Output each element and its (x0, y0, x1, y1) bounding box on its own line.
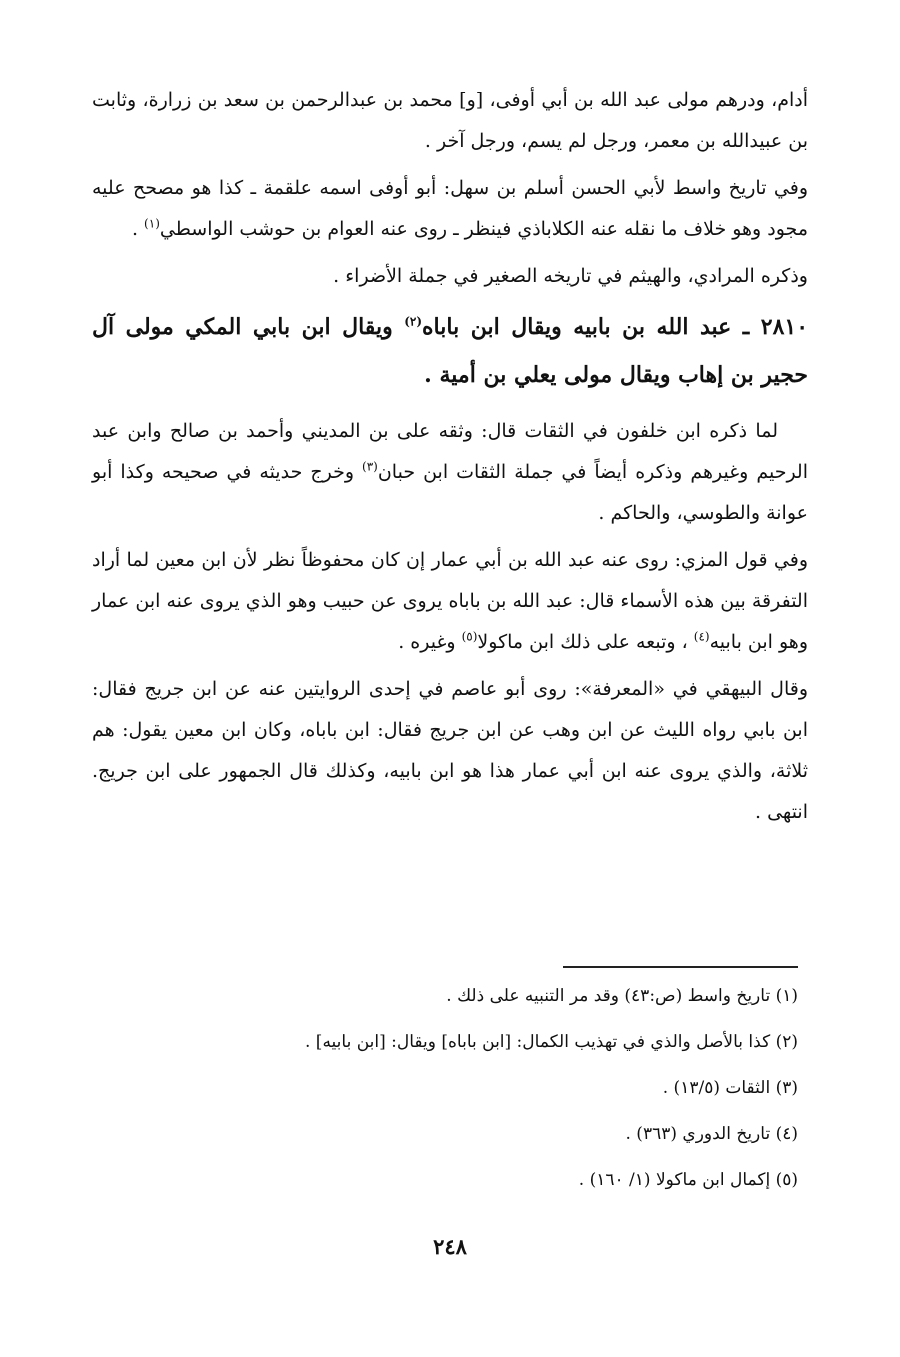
footnote-5: (٥) إكمال ابن ماكولا (١/ ١٦٠) . (578, 1170, 798, 1190)
paragraph-mizzi-tail: وغيره . (398, 631, 462, 653)
paragraph-thiqat-text: لما ذكره ابن خلفون في الثقات قال: وثقه على بن المديني وأحمد بن صالح وابن عبد الرحيم وغيرهم وذكره أيضاً في جملة الثقات ابن حبان (92, 420, 808, 483)
paragraph-mizzi-text: وفي قول المزي: روى عنه عبد الله بن أبي عمار إن كان محفوظاً نظر لأن ابن معين لما أراد التفرقة بين هذه الأسماء قال: عبد الله بن باباه يروى عن حبيب وهو الذي يروى عنه ابن عمار وهو ابن بابيه (92, 549, 808, 653)
footnotes (92, 982, 798, 1212)
paragraph-thiqat (92, 411, 808, 534)
paragraph-bayhaqi: وقال البيهقي في «المعرفة»: روى أبو عاصم في إحدى الروايتين عنه عن ابن جريج فقال: ابن بابي رواه الليث عن ابن وهب عن ابن جريج فقال: ابن باباه، وكان ابن معين يقول: هم ثلاثة، والذي يروى عنه ابن أبي عمار هذا هو ابن بابيه، وكذلك قال الجمهور على ابن جريج. انتهى . (92, 678, 808, 823)
paragraph-wasit (92, 168, 808, 250)
footnote-ref-1: (١) (144, 216, 160, 231)
footnote-ref-3: (٣) (362, 459, 378, 474)
footnote-divider (563, 966, 798, 968)
entry-heading-lead: ٢٨١٠ ـ عبد الله بن بابيه ويقال ابن باباه (422, 314, 809, 340)
entry-heading (92, 303, 808, 399)
footnote-4: (٤) تاريخ الدوري (٣٦٣) . (625, 1124, 798, 1144)
paragraph-wasit-tail: . (131, 218, 145, 240)
paragraph-mizzi-middle: ، وتبعه على ذلك ابن ماكولا (477, 631, 694, 653)
page-number: ٢٤٨ (433, 1234, 467, 1259)
paragraph-wasit-text: وفي تاريخ واسط لأبي الحسن أسلم بن سهل: أبو أوفى اسمه علقمة ـ كذا هو مصحح عليه مجود وهو خلاف ما نقله عنه الكلاباذي فينظر ـ روى عنه العوام بن حوشب الواسطي (92, 177, 808, 240)
main-text (92, 80, 808, 839)
paragraph-mizzi (92, 540, 808, 663)
footnote-ref-4: (٤) (693, 629, 710, 644)
paragraph-thiqat-tail: وخرج حديثه في صحيحه وكذا أبو عوانة والطوسي، والحاكم . (92, 461, 808, 524)
footnote-2: (٢) كذا بالأصل والذي في تهذيب الكمال: [ابن باباه] ويقال: [ابن بابيه] . (305, 1032, 798, 1052)
paragraph-transmitters: أدام، ودرهم مولى عبد الله بن أبي أوفى، [و] محمد بن عبدالرحمن بن سعد بن زرارة، وثابت بن عبيدالله بن معمر، ورجل لم يسم، ورجل آخر . (92, 89, 808, 152)
footnote-ref-2: (٢) (404, 314, 423, 329)
footnote-ref-5: (٥) (461, 629, 478, 644)
paragraph-muradi: وذكره المرادي، والهيثم في تاريخه الصغير في جملة الأضراء . (333, 265, 808, 287)
entry-heading-tail: ويقال ابن بابي المكي مولى آل حجير بن إهاب ويقال مولى يعلي بن أمية . (92, 314, 808, 388)
footnote-1: (١) تاريخ واسط (ص:٤٣) وقد مر التنبيه على ذلك . (446, 986, 798, 1006)
footnote-3: (٣) الثقات (١٣/٥) . (662, 1078, 798, 1098)
